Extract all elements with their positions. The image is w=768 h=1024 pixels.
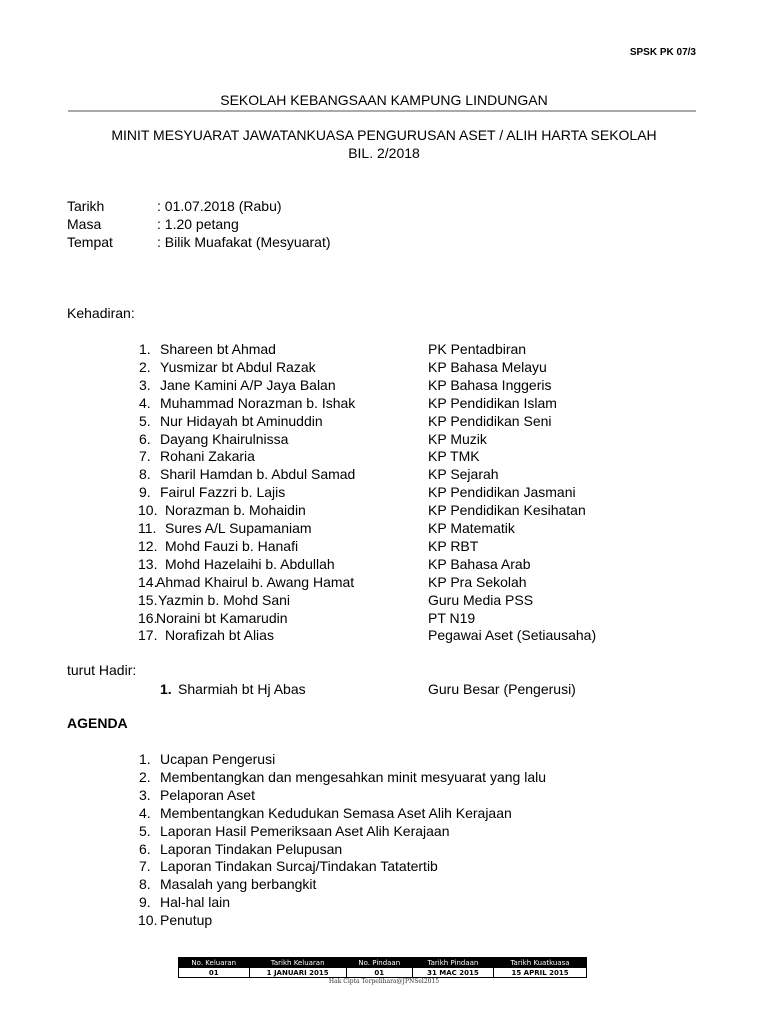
attendance-name: Muhammad Norazman b. Ishak — [160, 394, 356, 411]
attendance-row — [0, 520, 768, 538]
agenda-item — [0, 751, 768, 769]
attendance-post: Guru Media PSS — [428, 591, 534, 608]
attendance-number: 15. — [138, 591, 158, 608]
agenda-text: Laporan Hasil Pemeriksaan Aset Alih Kerajaan — [160, 822, 450, 839]
attendance-row — [0, 592, 768, 610]
attendance-row — [0, 377, 768, 395]
tarikh-label: Tarikh — [67, 198, 105, 214]
attendance-post: KP Sejarah — [428, 466, 499, 483]
attendance-name: Yusmizar bt Abdul Razak — [160, 358, 316, 375]
agenda-number: 6. — [139, 840, 151, 857]
agenda-item — [0, 894, 768, 912]
agenda-text: Laporan Tindakan Pelupusan — [160, 840, 343, 857]
attendance-post: KP Pendidikan Kesihatan — [428, 502, 586, 519]
tempat-value: : Bilik Muafakat (Mesyuarat) — [157, 234, 331, 250]
attendance-post: KP Bahasa Melayu — [428, 358, 547, 375]
attendance-row — [0, 341, 768, 359]
attendance-number: 8. — [139, 466, 151, 483]
tarikh-value: : 01.07.2018 (Rabu) — [157, 198, 282, 214]
attendance-row — [0, 556, 768, 574]
also-present-number: 1. — [160, 681, 172, 697]
control-header-row — [179, 958, 587, 968]
agenda-number: 4. — [139, 804, 151, 821]
attendance-post: PK Pentadbiran — [428, 341, 527, 357]
attendance-post: KP Pra Sekolah — [428, 573, 527, 590]
also-present-row — [0, 681, 768, 699]
masa-value: : 1.20 petang — [157, 216, 239, 232]
agenda-text: Membentangkan dan mengesahkan minit mesyuarat yang lalu — [160, 768, 547, 785]
attendance-name: Sures A/L Supamaniam — [165, 520, 312, 536]
masa-label: Masa — [67, 216, 102, 232]
agenda-text: Hal-hal lain — [160, 894, 231, 911]
attendance-post: KP RBT — [428, 537, 479, 554]
attendance-number: 17. — [138, 627, 158, 644]
attendance-row — [0, 466, 768, 484]
attendance-row — [0, 431, 768, 449]
control-header-cell: No. Keluaran — [179, 958, 250, 968]
agenda-item — [0, 769, 768, 787]
attendance-row — [0, 574, 768, 592]
also-present-post: Guru Besar (Pengerusi) — [428, 681, 576, 697]
attendance-name: Noraini bt Kamarudin — [156, 609, 288, 626]
agenda-number: 3. — [139, 786, 151, 803]
attendance-row — [0, 627, 768, 645]
agenda-text: Penutup — [160, 912, 213, 929]
attendance-row — [0, 448, 768, 466]
control-value-cell: 01 — [179, 968, 250, 978]
control-header-cell: Tarikh Pindaan — [412, 958, 493, 968]
attendance-number: 2. — [139, 358, 151, 375]
school-name: SEKOLAH KEBANGSAAN KAMPUNG LINDUNGAN — [220, 92, 548, 108]
agenda-number: 2. — [139, 768, 151, 785]
agenda-text: Pelaporan Aset — [160, 786, 255, 803]
agenda-text: Membentangkan Kedudukan Semasa Aset Alih Kerajaan — [160, 804, 512, 821]
attendance-label: Kehadiran: — [67, 305, 135, 321]
agenda-number: 8. — [139, 876, 151, 893]
control-header-cell: Tarikh Keluaran — [249, 958, 346, 968]
attendance-number: 5. — [139, 412, 151, 429]
attendance-name: Mohd Fauzi b. Hanafi — [165, 537, 299, 554]
attendance-name: Nur Hidayah bt Aminuddin — [160, 412, 323, 429]
attendance-number: 7. — [139, 448, 151, 465]
agenda-item — [0, 912, 768, 930]
control-header-cell: Tarikh Kuatkuasa — [494, 958, 587, 968]
attendance-row — [0, 395, 768, 413]
attendance-name: Norazman b. Mohaidin — [165, 502, 306, 519]
agenda-item — [0, 858, 768, 876]
agenda-text: Laporan Tindakan Surcaj/Tindakan Tatatertib — [160, 858, 438, 875]
attendance-post: KP Bahasa Inggeris — [428, 376, 552, 393]
attendance-row — [0, 413, 768, 431]
attendance-post: KP Muzik — [428, 430, 487, 447]
attendance-number: 11. — [138, 520, 157, 536]
also-present-name: Sharmiah bt Hj Abas — [178, 681, 306, 697]
attendance-post: KP TMK — [428, 448, 480, 465]
attendance-row — [0, 538, 768, 556]
control-value-cell: 1 JANUARI 2015 — [249, 968, 346, 978]
attendance-post: PT N19 — [428, 609, 476, 626]
agenda-number: 9. — [139, 894, 151, 911]
attendance-number: 4. — [139, 394, 151, 411]
attendance-name: Sharil Hamdan b. Abdul Samad — [160, 466, 356, 483]
attendance-number: 3. — [139, 376, 151, 393]
tempat-label: Tempat — [67, 234, 113, 250]
attendance-row — [0, 359, 768, 377]
attendance-name: Rohani Zakaria — [160, 448, 255, 465]
agenda-text: Masalah yang berbangkit — [160, 876, 317, 893]
control-value-cell: 31 MAC 2015 — [412, 968, 493, 978]
agenda-title: AGENDA — [67, 715, 128, 731]
attendance-number: 12. — [138, 537, 158, 554]
agenda-text: Ucapan Pengerusi — [160, 751, 276, 767]
control-header-cell: No. Pindaan — [346, 958, 412, 968]
control-value-cell: 15 APRIL 2015 — [494, 968, 587, 978]
control-value-row — [179, 968, 587, 978]
agenda-number: 1. — [139, 751, 151, 767]
attendance-row — [0, 502, 768, 520]
agenda-item — [0, 787, 768, 805]
attendance-post: KP Bahasa Arab — [428, 555, 531, 572]
attendance-name: Shareen bt Ahmad — [160, 341, 276, 357]
document-code: SPSK PK 07/3 — [629, 47, 696, 58]
attendance-number: 14. — [138, 573, 158, 590]
meta-tarikh — [67, 198, 282, 214]
attendance-name: Yazmin b. Mohd Sani — [158, 591, 291, 608]
attendance-number: 13. — [138, 555, 158, 572]
agenda-number: 7. — [139, 858, 151, 875]
attendance-name: Dayang Khairulnissa — [160, 430, 289, 447]
agenda-number: 5. — [139, 822, 151, 839]
attendance-post: KP Pendidikan Seni — [428, 412, 552, 429]
meta-masa — [67, 216, 239, 232]
attendance-number: 9. — [139, 484, 151, 501]
agenda-item — [0, 805, 768, 823]
attendance-name: Jane Kamini A/P Jaya Balan — [160, 376, 336, 393]
agenda-item — [0, 841, 768, 859]
agenda-number: 10. — [138, 912, 158, 929]
control-value-cell: 01 — [346, 968, 412, 978]
meeting-number: BIL. 2/2018 — [348, 145, 420, 161]
minutes-title: MINIT MESYUARAT JAWATANKUASA PENGURUSAN ASET / ALIH HARTA SEKOLAH — [111, 127, 657, 143]
attendance-name: Fairul Fazzri b. Lajis — [160, 484, 286, 501]
document-control-table — [178, 957, 587, 978]
attendance-row — [0, 484, 768, 502]
attendance-name: Norafizah bt Alias — [165, 627, 274, 644]
attendance-number: 10. — [138, 502, 158, 519]
attendance-post: KP Matematik — [428, 520, 515, 536]
copyright-note: Hak Cipta Terpelihara@JPNSel2015 — [328, 978, 440, 985]
attendance-number: 6. — [139, 430, 151, 447]
also-present-label: turut Hadir: — [67, 662, 137, 678]
attendance-row — [0, 610, 768, 628]
attendance-post: Pegawai Aset (Setiausaha) — [428, 627, 597, 644]
attendance-number: 16. — [138, 609, 158, 626]
agenda-item — [0, 823, 768, 841]
attendance-name: Mohd Hazelaihi b. Abdullah — [165, 555, 335, 572]
agenda-item — [0, 876, 768, 894]
header-divider — [68, 110, 696, 112]
meta-tempat — [67, 234, 331, 250]
attendance-number: 1. — [139, 341, 151, 357]
attendance-post: KP Pendidikan Jasmani — [428, 484, 576, 501]
attendance-post: KP Pendidikan Islam — [428, 394, 557, 411]
attendance-name: Ahmad Khairul b. Awang Hamat — [156, 573, 355, 590]
